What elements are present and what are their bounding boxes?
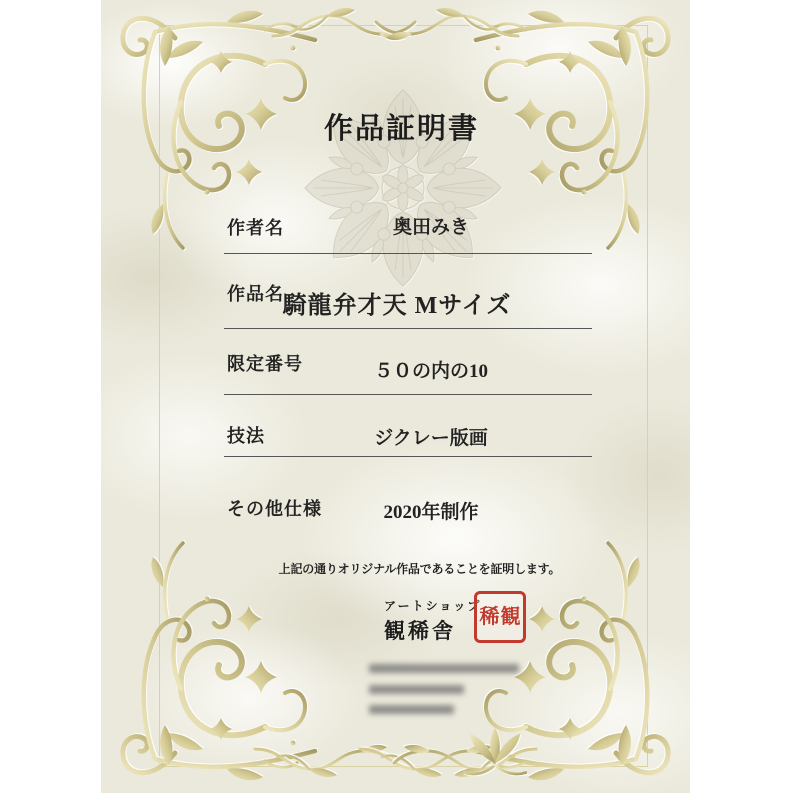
field-value-edition: ５０の内の10 [373,361,488,382]
seal-character: 稀 [479,606,500,628]
certification-statement: 上記の通りオリジナル作品であることを証明します。 [278,562,561,576]
field-label-other-spec: その他仕様 [227,499,322,519]
field-underline [224,253,592,254]
certificate-title: 作品証明書 [323,113,479,145]
field-underline [224,328,592,329]
field-label-technique: 技法 [227,426,265,446]
redacted-address-line [369,685,464,694]
fleur-ornament-icon [453,723,537,781]
field-value-technique: ジクレー版画 [374,428,488,449]
field-value-other-spec: 2020年制作 [383,502,479,523]
field-label-artwork: 作品名 [227,284,284,304]
field-underline [224,394,592,395]
issuer-shop-label: アートショップ [384,599,482,613]
red-seal-stamp [474,591,526,643]
seal-character: 観 [500,606,521,628]
certificate-sheet [101,0,690,793]
vine-ornament-icon [372,6,522,50]
redacted-address-line [369,664,519,673]
field-underline [224,456,592,457]
field-value-author: 奥田みき [392,217,469,238]
field-label-edition: 限定番号 [227,354,303,374]
field-label-author: 作者名 [227,218,284,238]
field-value-artwork: 騎龍弁才天 Mサイズ [282,293,512,319]
redacted-address-line [369,705,454,714]
issuer-shop-name: 観稀舎 [384,619,456,643]
